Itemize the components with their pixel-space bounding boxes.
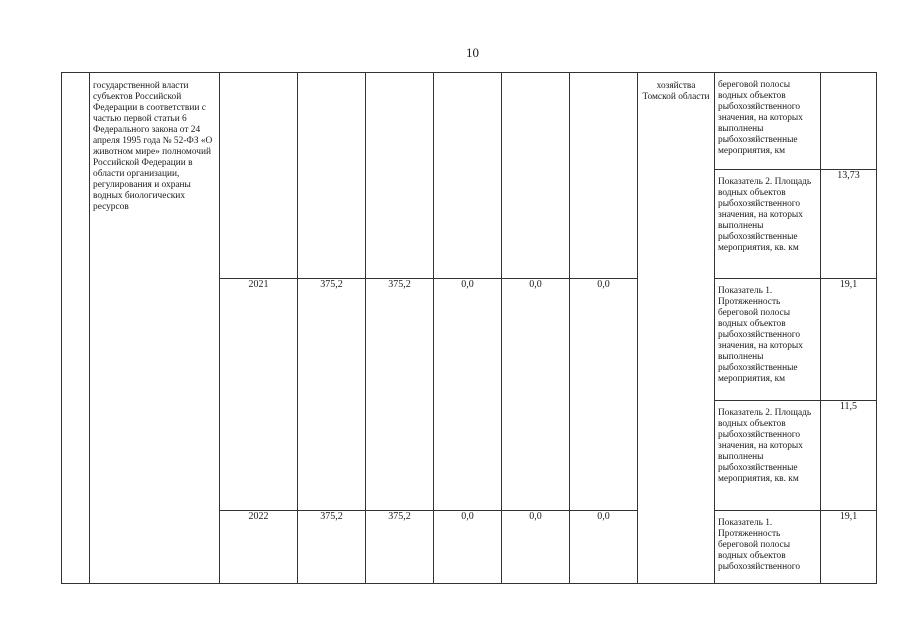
amount-cell: 0,0: [434, 511, 502, 584]
amount-cell: 0,0: [502, 511, 570, 584]
indicator-cell: [715, 170, 821, 279]
executor-cell: [638, 73, 715, 584]
prev-amount-cell: [366, 73, 434, 279]
indicator-value: [821, 73, 877, 170]
page-number: 10: [466, 45, 479, 60]
row-number-cell: [62, 73, 90, 584]
indicator-cell: [715, 401, 821, 511]
indicator-cell: [715, 511, 821, 584]
indicator-cell: [715, 73, 821, 170]
table-row: [62, 73, 877, 170]
measure-name: государственной власти субъектов Российской Федерации в соответствии с частью первой статьи 6 Федерального закона от 24 апреля 1995 года № 52-ФЗ «О животном мире» полномочий Российской Федерации в области организации, регулирования и охраны водных биологических ресурсов: [93, 81, 213, 212]
indicator-text: Показатель 2. Площадь водных объектов рыбохозяйственного значения, на которых выполнены рыбохозяйственные мероприятия, кв. км: [718, 408, 812, 484]
indicator-text: Показатель 1. Протяженность береговой полосы водных объектов рыбохозяйственного значения, на которых выполнены рыбохозяйственные мероприятия, км: [718, 286, 803, 384]
indicator-cell: [715, 279, 821, 401]
measure-name-cell: [90, 73, 220, 584]
year-cell: 2022: [220, 511, 298, 584]
prev-year-cell: [220, 73, 298, 279]
indicator-text: береговой полосы водных объектов рыбохозяйственного значения, на которых выполнены рыбохозяйственные мероприятия, км: [718, 80, 803, 156]
indicator-value: 13,73: [821, 170, 877, 279]
amount-cell: 375,2: [366, 511, 434, 584]
amount-cell: 0,0: [570, 279, 638, 511]
amount-cell: 375,2: [298, 511, 366, 584]
amount-cell: 375,2: [298, 279, 366, 511]
amount-cell: 0,0: [570, 511, 638, 584]
prev-amount-cell: [298, 73, 366, 279]
indicator-value: 19,1: [821, 279, 877, 401]
indicator-value: 11,5: [821, 401, 877, 511]
program-table: [61, 72, 877, 584]
executor: хозяйства Томской области: [642, 81, 710, 102]
year-cell: 2021: [220, 279, 298, 511]
indicator-text: Показатель 2. Площадь водных объектов рыбохозяйственного значения, на которых выполнены рыбохозяйственные мероприятия, кв. км: [718, 177, 812, 253]
indicator-value: 19,1: [821, 511, 877, 584]
prev-amount-cell: [434, 73, 502, 279]
amount-cell: 0,0: [502, 279, 570, 511]
amount-cell: 375,2: [366, 279, 434, 511]
prev-amount-cell: [502, 73, 570, 279]
prev-amount-cell: [570, 73, 638, 279]
amount-cell: 0,0: [434, 279, 502, 511]
indicator-text: Показатель 1. Протяженность береговой полосы водных объектов рыбохозяйственного: [718, 518, 801, 572]
